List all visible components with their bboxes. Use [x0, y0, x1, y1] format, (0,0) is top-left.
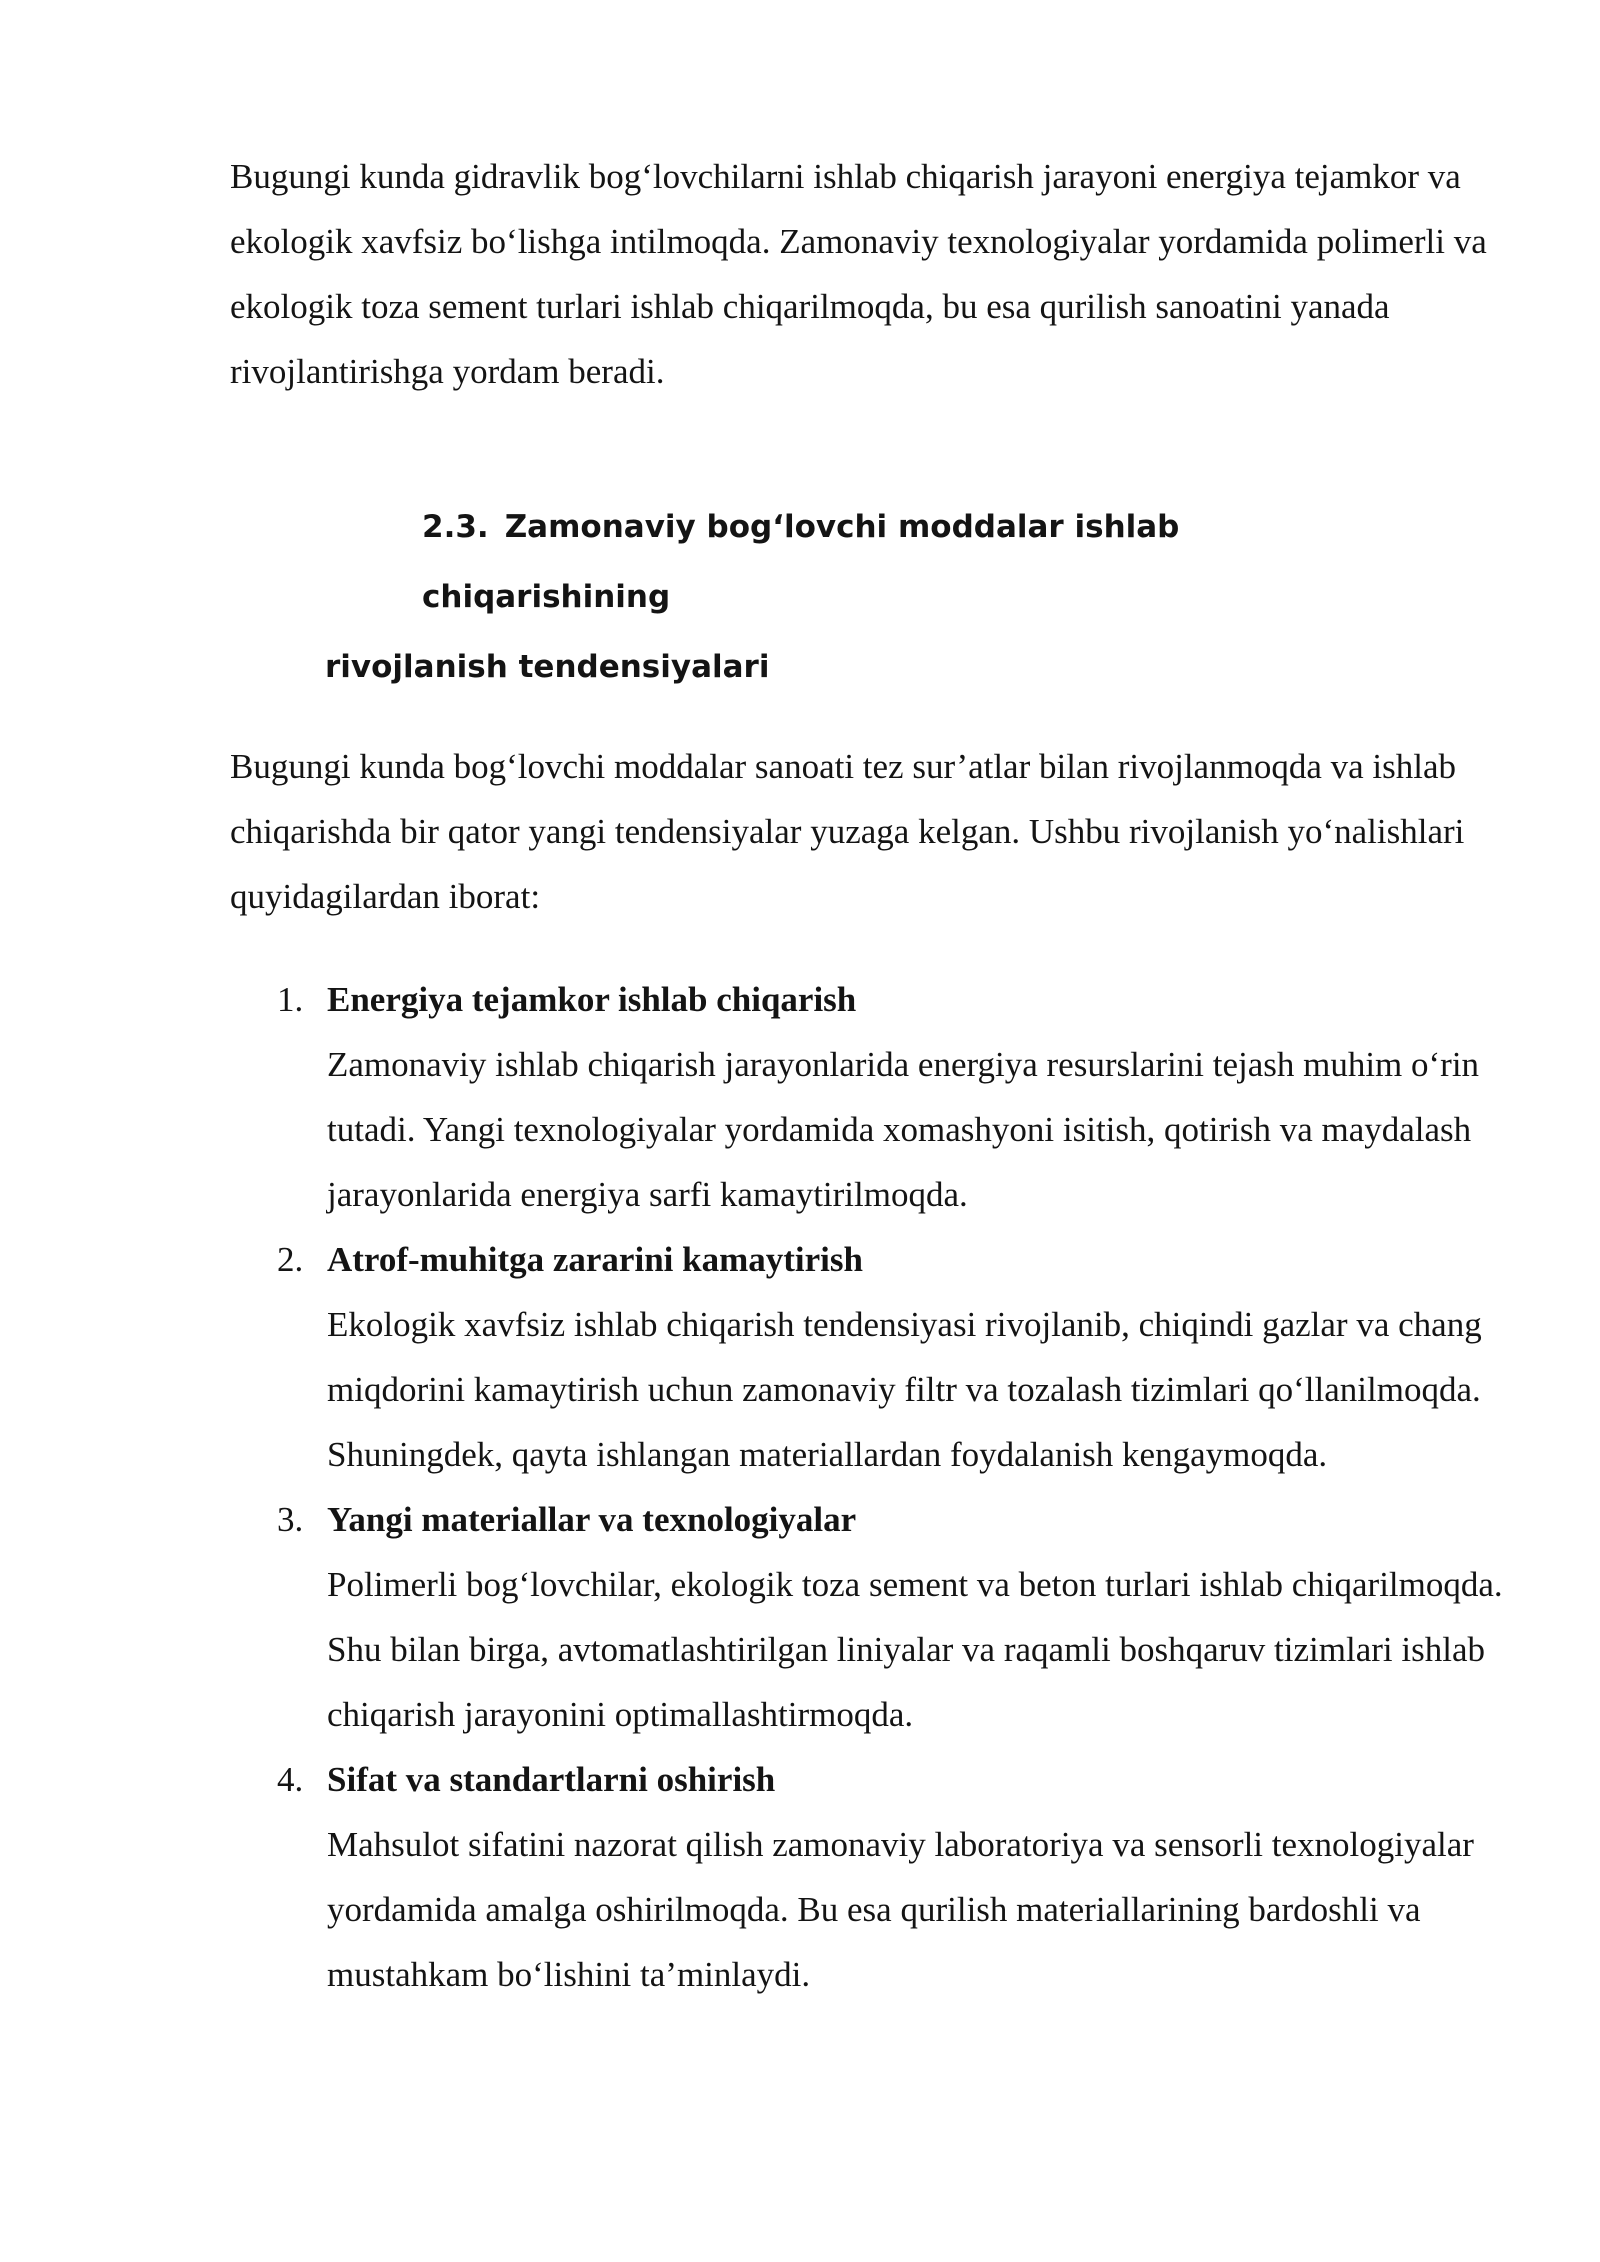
list-item-number: 3. — [277, 1500, 304, 1539]
list-item-title: Energiya tejamkor ishlab chiqarish — [327, 980, 857, 1019]
list-item-title: Sifat va standartlarni oshirish — [327, 1760, 776, 1799]
list-item-number: 4. — [277, 1760, 304, 1799]
section-heading — [325, 492, 1325, 702]
section-title-line-1: Zamonaviy bog‘lovchi moddalar ishlab chiqarishining — [422, 509, 1180, 615]
list-item-title: Atrof-muhitga zararini kamaytirish — [327, 1240, 863, 1279]
list-item-number: 1. — [277, 980, 304, 1019]
trends-list — [230, 967, 1530, 2007]
section-number: 2.3. — [422, 509, 489, 545]
list-item — [230, 967, 1530, 1227]
list-item-text: Ekologik xavfsiz ishlab chiqarish tendensiyasi rivojlanib, chiqindi gazlar va chang miqdorini kamaytirish uchun zamonaviy filtr va tozalash tizimlari qo‘llanilmoqda. Shuningdek, qayta ishlangan materiallardan foydalanish kengaymoqda. — [327, 1305, 1482, 1474]
list-item-text: Zamonaviy ishlab chiqarish jarayonlarida energiya resurslarini tejash muhim o‘rin tutadi. Yangi texnologiyalar yordamida xomashyoni isitish, qotirish va maydalash jarayonlarida energiya sarfi kamaytirilmoqda. — [327, 1045, 1480, 1214]
section-paragraph: Bugungi kunda bog‘lovchi moddalar sanoati tez sur’atlar bilan rivojlanmoqda va ishlab chiqarishda bir qator yangi tendensiyalar yuzaga kelgan. Ushbu rivojlanish yo‘nalishlari quyidagilardan iborat: — [230, 747, 1465, 916]
section-title-line-2: rivojlanish tendensiyalari — [325, 649, 770, 685]
list-item — [230, 1487, 1530, 1747]
list-item — [230, 1227, 1530, 1487]
list-item-number: 2. — [277, 1240, 304, 1279]
list-item — [230, 1747, 1530, 2007]
section-heading-line-1 — [325, 492, 1325, 632]
list-item-title: Yangi materiallar va texnologiyalar — [327, 1500, 857, 1539]
intro-paragraph: Bugungi kunda gidravlik bog‘lovchilarni ishlab chiqarish jarayoni energiya tejamkor va ekologik xavfsiz bo‘lishga intilmoqda. Zamonaviy texnologiyalar yordamida polimerli va ekologik toza sement turlari ishlab chiqarilmoqda, bu esa qurilish sanoatini yanada rivojlantirishga yordam beradi. — [230, 157, 1487, 391]
list-item-text: Polimerli bog‘lovchilar, ekologik toza sement va beton turlari ishlab chiqarilmoqda. Shu bilan birga, avtomatlashtirilgan liniyalar va raqamli boshqaruv tizimlari ishlab chiqarish jarayonini optimallashtirmoqda. — [327, 1565, 1503, 1734]
list-item-text: Mahsulot sifatini nazorat qilish zamonaviy laboratoriya va sensorli texnologiyalar yordamida amalga oshirilmoqda. Bu esa qurilish materiallarining bardoshli va mustahkam bo‘lishini ta’minlaydi. — [327, 1825, 1474, 1994]
